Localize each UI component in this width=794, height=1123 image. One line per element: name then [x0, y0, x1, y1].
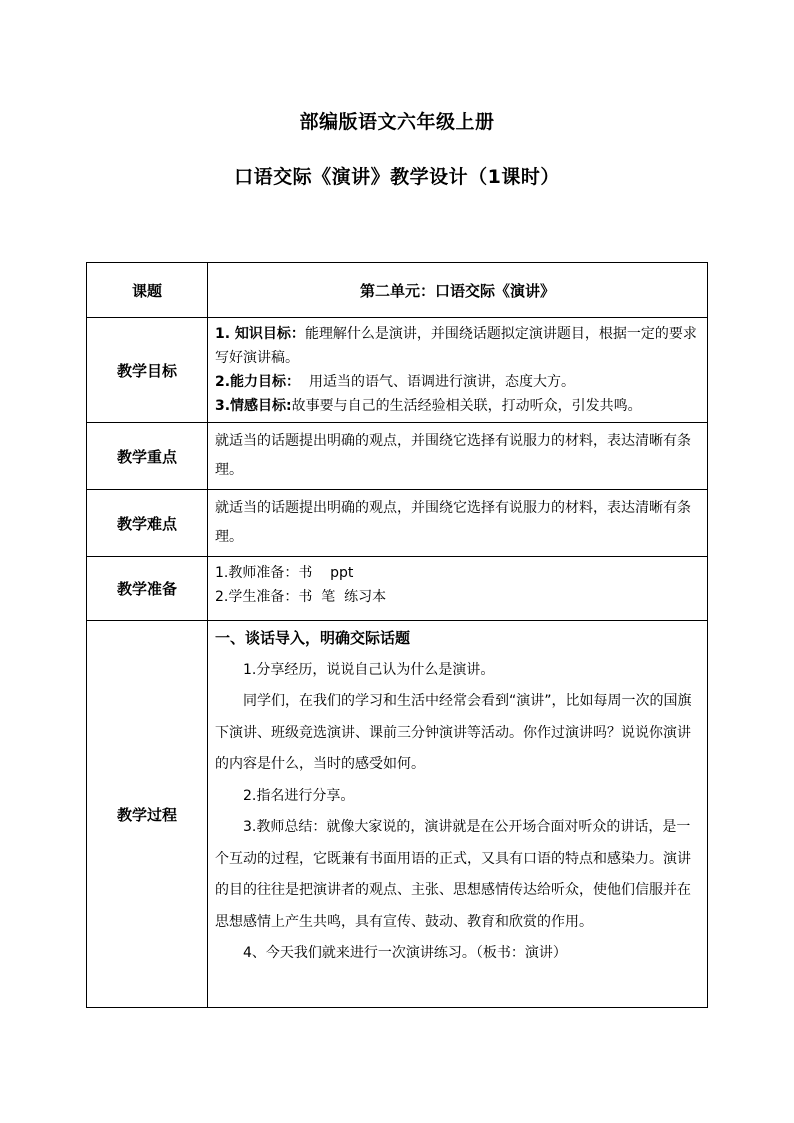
- student-preparation: 2.学生准备：书 笔 练习本: [215, 589, 387, 605]
- row-label-difficulties: 教学难点: [87, 490, 208, 557]
- process-paragraph: 2.指名进行分享。: [243, 787, 355, 804]
- row-label-topic: 课题: [87, 263, 208, 318]
- process-content: [208, 621, 708, 1008]
- goal-item: 1. 知识目标：能理解什么是演讲，并围绕话题拟定演讲题目，根据一定的要求写好演讲稿。: [215, 326, 697, 366]
- goal-item: 3.情感目标:故事要与自己的生活经验相关联，打动听众，引发共鸣。: [215, 398, 642, 414]
- goal-item: 2.能力目标： 用适当的语气、语调进行演讲，态度大方。: [215, 374, 575, 390]
- table-row-preparation: [87, 557, 708, 621]
- process-paragraph: 3.教师总结：就像大家说的，演讲就是在公开场合面对听众的讲话，是一个互动的过程，它既兼有书面用语的正式，又具有口语的特点和感染力。演讲的目的往往是把演讲者的观点、主张、思想感情传达给听众，使他们信服并在思想感情上产生共鸣，具有宣传、鼓动、教育和欣赏的作用。: [215, 819, 691, 930]
- table-row-topic: [87, 263, 708, 318]
- teacher-preparation: 1.教师准备：书 ppt: [215, 565, 354, 581]
- topic-value: 第二单元：口语交际《演讲》: [208, 263, 708, 318]
- process-paragraph: 4、今天我们就来进行一次演讲练习。（板书：演讲）: [243, 945, 567, 961]
- process-section-title: 一、谈话导入，明确交际话题: [215, 629, 411, 647]
- row-label-goals: 教学目标: [87, 318, 208, 423]
- difficulties-text: 就适当的话题提出明确的观点，并围绕它选择有说服力的材料，表达清晰有条理。: [208, 490, 708, 557]
- key-points-text: 就适当的话题提出明确的观点，并围绕它选择有说服力的材料，表达清晰有条理。: [208, 423, 708, 490]
- table-row-difficulties: [87, 490, 708, 557]
- row-label-preparation: 教学准备: [87, 557, 208, 621]
- process-paragraph: 1.分享经历，说说自己认为什么是演讲。: [243, 661, 495, 678]
- preparation-content: [208, 557, 708, 621]
- process-paragraph: 同学们，在我们的学习和生活中经常会看到“演讲”，比如每周一次的国旗下演讲、班级竞选演讲、课前三分钟演讲等活动。你作过演讲吗？说说你演讲的内容是什么，当时的感受如何。: [215, 693, 692, 772]
- lesson-plan-table: [86, 262, 708, 1008]
- row-label-process: 教学过程: [87, 621, 208, 1008]
- row-label-key-points: 教学重点: [87, 423, 208, 490]
- table-row-goals: [87, 318, 708, 423]
- table-row-key-points: [87, 423, 708, 490]
- document-title: 部编版语文六年级上册: [299, 111, 495, 133]
- table-row-process: [87, 621, 708, 1008]
- goals-content: [208, 318, 708, 423]
- document-subtitle: 口语交际《演讲》教学设计（1课时）: [234, 166, 560, 188]
